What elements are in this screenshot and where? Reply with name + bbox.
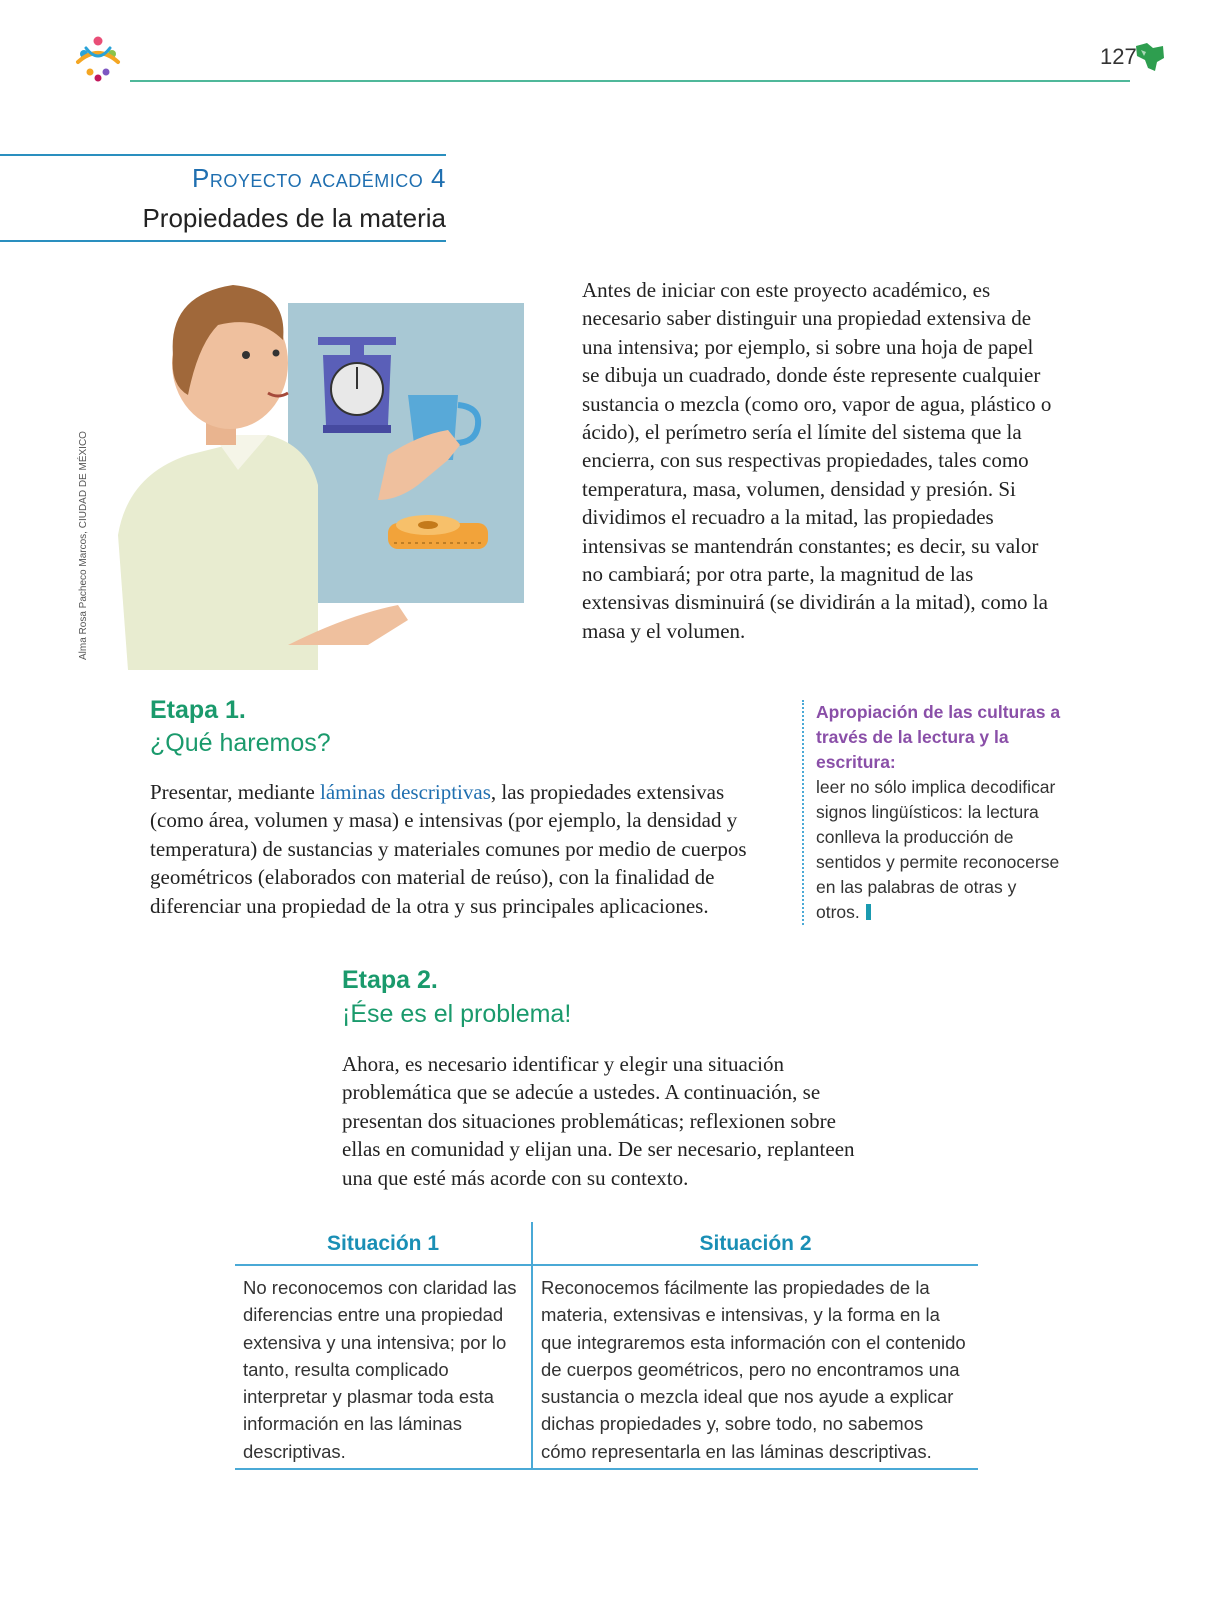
project-title: Propiedades de la materia bbox=[142, 203, 446, 233]
situations-table bbox=[235, 1222, 978, 1470]
sidebar-heading: Apropiación de las culturas a través de la lectura y la escritura: bbox=[816, 702, 1061, 772]
dancing-figures-logo-icon bbox=[72, 34, 124, 84]
laminas-descriptivas-term: láminas descriptivas bbox=[320, 780, 491, 804]
header-rule bbox=[235, 1264, 978, 1266]
situacion-2-text: Reconocemos fácilmente las propiedades de la materia, extensivas e intensivas, y la forma en la que integraremos esta información con el contenido de cuerpos geométricos, pero no encontramos una sustancia o mezcla ideal que nos ayude a explicar dichas propiedades y, sobre todo, no sabemos cómo representarla en las láminas descriptivas. bbox=[541, 1277, 966, 1462]
header-rule bbox=[130, 80, 1130, 82]
table-bottom-rule bbox=[235, 1468, 978, 1470]
page-number: 127 bbox=[1100, 44, 1137, 69]
etapa1-body-after: , las propiedades extensivas (como área, volumen y masa) e intensivas (por ejemplo, la densidad y temperatura) de sustancias y materiales comunes por medio de cuerpos geométricos (elaborados con material de reúso), con la finalidad de diferenciar una propiedad de la otra y sus principales aplicaciones. bbox=[150, 780, 747, 918]
illustration-credit: Alma Rosa Pacheco Marcos, CIUDAD DE MÉXICO bbox=[78, 431, 89, 660]
end-mark-icon bbox=[866, 904, 871, 920]
project-label: Proyecto académico 4 bbox=[192, 163, 446, 193]
column-divider bbox=[531, 1222, 533, 1470]
situacion-1-heading: Situación 1 bbox=[326, 1232, 440, 1255]
sidebar-body-text: leer no sólo implica decodificar signos lingüísticos: la lectura conlleva la producción de sentidos y permite reconocerse en las palabras de otras y otros. bbox=[816, 777, 1060, 922]
etapa1-heading: Etapa 1. bbox=[150, 696, 246, 724]
situacion-2-heading: Situación 2 bbox=[699, 1232, 812, 1255]
situacion-1-text: No reconocemos con claridad las diferencias entre una propiedad extensiva y una intensiva; por lo tanto, resulta complicado interpretar y plasmar toda esta información en las láminas descriptivas. bbox=[243, 1277, 517, 1462]
intro-paragraph: Antes de iniciar con este proyecto académico, es necesario saber distinguir una propiedad extensiva de una intensiva; por ejemplo, si sobre una hoja de papel se dibuja un cuadrado, donde éste represente cualquier sustancia o mezcla (como oro, vapor de agua, plástico o ácido), el perímetro sería el límite del sistema que la encierra, con sus respectivas propiedades, tales como temperatura, masa, volumen, densidad y presión. Si dividimos el recuadro a la mitad, las propiedades intensivas se mantendrán constantes; es decir, su valor no cambiará; por otra parte, la magnitud de las extensivas disminuirá (se dividirán a la mitad), como la masa y el volumen. bbox=[582, 278, 1052, 643]
sidebar-note bbox=[802, 700, 1064, 925]
etapa1-question: ¿Qué haremos? bbox=[150, 729, 331, 757]
etapa1-body-before: Presentar, mediante bbox=[150, 780, 321, 804]
etapa1-paragraph bbox=[150, 778, 750, 920]
title-bottom-rule bbox=[0, 240, 446, 242]
etapa2-paragraph: Ahora, es necesario identificar y elegir una situación problemática que se adecúe a ustedes. A continuación, se presentan dos situaciones problemáticas; reflexionen sobre ellas en comunidad y elijan una. De ser necesario, replanteen una que esté más acorde con su contexto. bbox=[342, 1052, 855, 1190]
etapa2-question: ¡Ése es el problema! bbox=[342, 1000, 572, 1028]
title-top-rule bbox=[0, 154, 446, 156]
green-map-icon bbox=[1133, 40, 1167, 74]
boy-illustration bbox=[118, 285, 538, 670]
etapa2-heading: Etapa 2. bbox=[342, 966, 438, 994]
sidebar-body bbox=[816, 775, 1064, 925]
